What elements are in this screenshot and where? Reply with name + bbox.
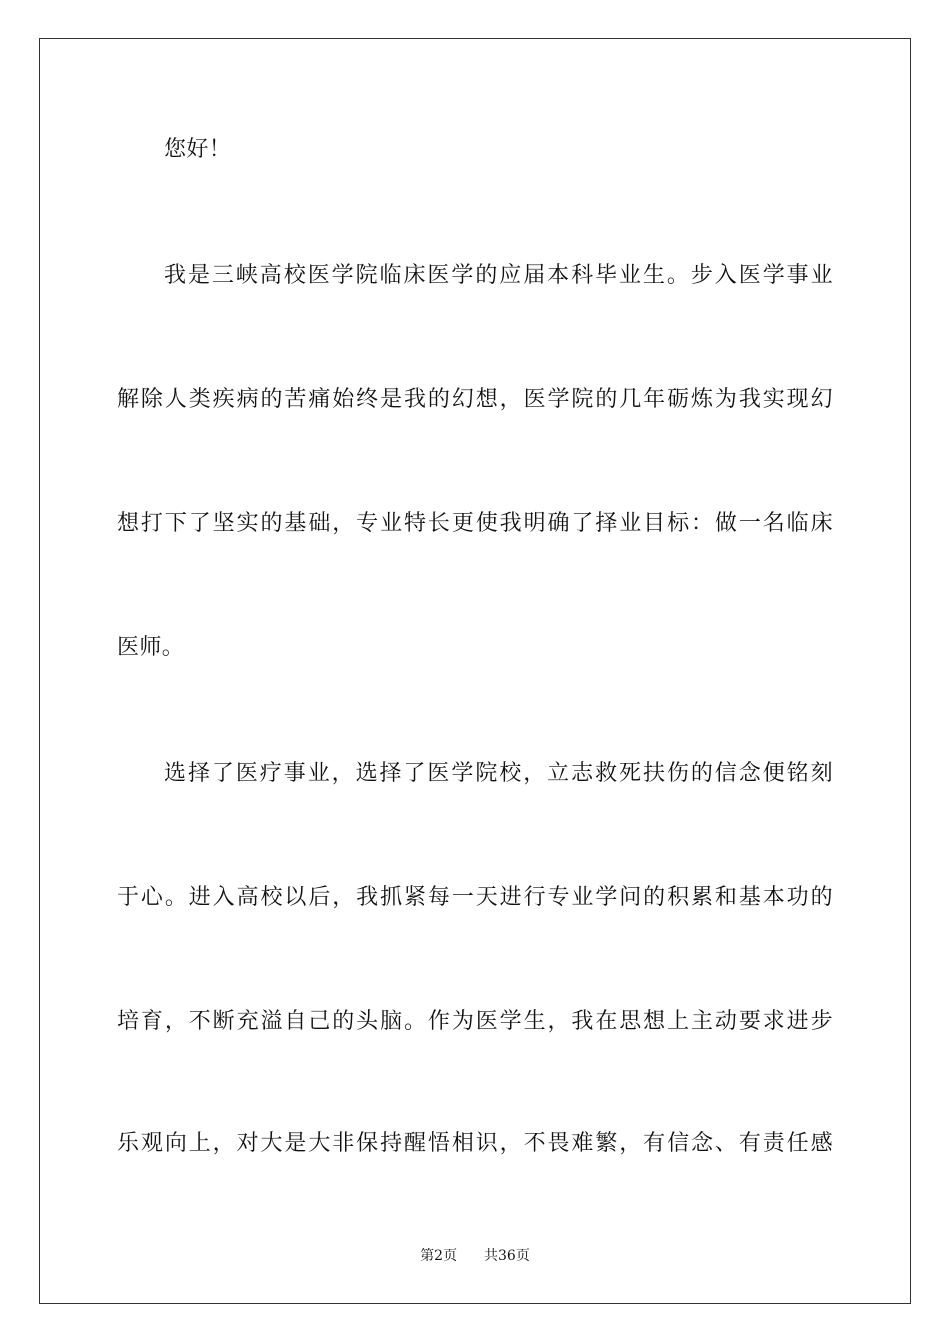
paragraph-2-line-4: 乐观向上，对大是大非保持醒悟相识，不畏难繁，有信念、有责任感 [117, 1131, 833, 1156]
greeting: 您好！ [164, 137, 232, 162]
paragraph-1-line-3: 想打下了坚实的基础，专业特长更使我明确了择业目标：做一名临床 [117, 511, 833, 536]
paragraph-2-line-3: 培育，不断充溢自己的头脑。作为医学生，我在思想上主动要求进步 [117, 1009, 833, 1034]
page-number: 第2页 [420, 1248, 458, 1264]
paragraph-2-line-2: 于心。进入高校以后，我抓紧每一天进行专业学问的积累和基本功的 [117, 885, 833, 910]
paragraph-1-line-2: 解除人类疾病的苦痛始终是我的幻想，医学院的几年砺炼为我实现幻 [117, 387, 833, 412]
page-total: 共36页 [484, 1248, 530, 1264]
page-footer [0, 1246, 950, 1266]
page-frame [39, 38, 911, 1304]
paragraph-1-line-1: 我是三峡高校医学院临床医学的应届本科毕业生。步入医学事业 [164, 263, 833, 288]
paragraph-2-line-1: 选择了医疗事业，选择了医学院校，立志救死扶伤的信念便铭刻 [164, 761, 833, 786]
paragraph-1-line-4: 医师。 [117, 635, 185, 660]
